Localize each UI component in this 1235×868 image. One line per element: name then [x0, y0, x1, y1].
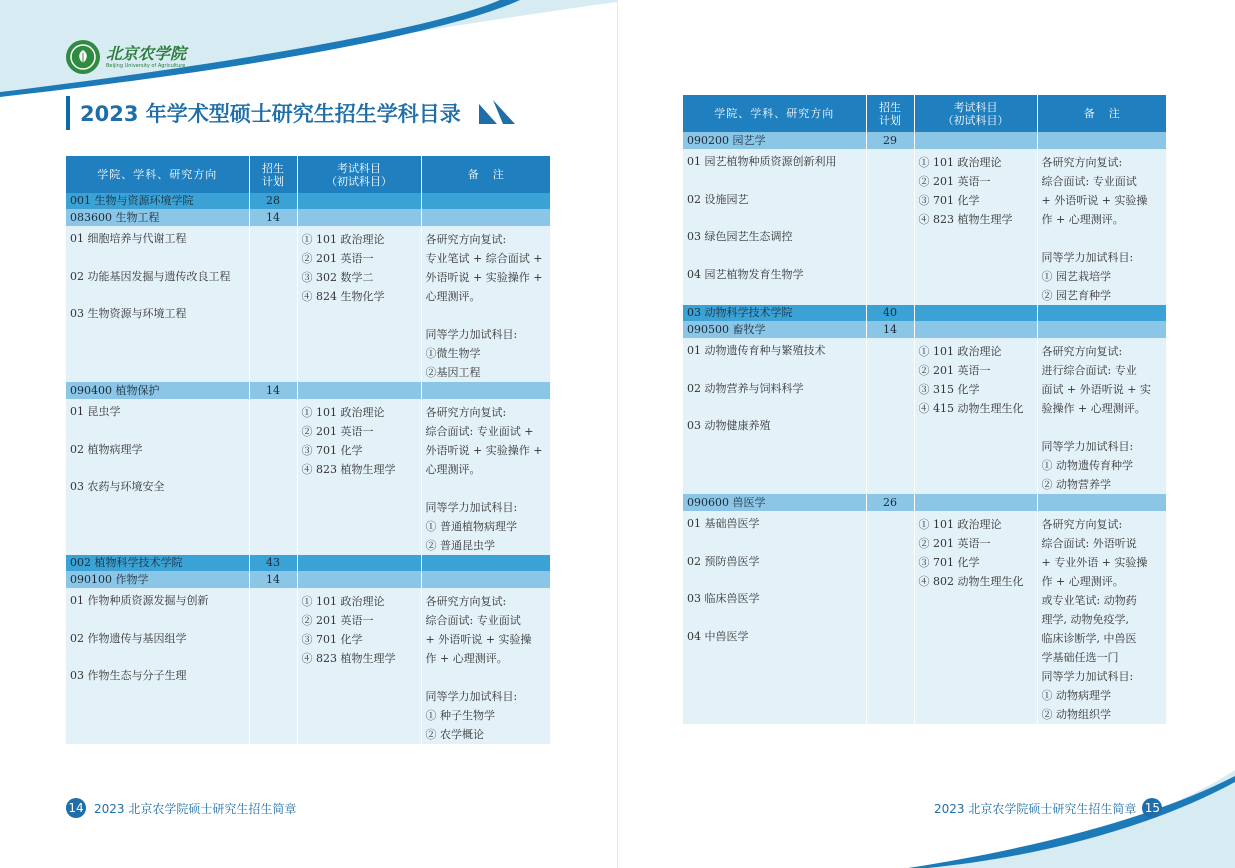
enrollment-plan: 14 [249, 571, 297, 588]
remark-line: 各研究方向复试: [1041, 345, 1123, 358]
research-directions [66, 226, 249, 382]
detail-row [66, 399, 550, 555]
research-direction: 01 细胞培养与代谢工程 [70, 232, 187, 245]
research-directions [66, 399, 249, 555]
logo-name-en: Beijing University of Agriculture [106, 63, 186, 69]
detail-row [66, 588, 550, 744]
research-directions [683, 511, 866, 724]
triangle-decoration-icon [479, 100, 519, 126]
exam-subject: ① 101 政治理论 [301, 406, 385, 419]
remark-line: + 外语听说 + 实验操 [425, 633, 532, 646]
discipline-name: 090200 园艺学 [683, 132, 866, 149]
remark-line: 面试 + 外语听说 + 实 [1041, 383, 1151, 396]
discipline-row [683, 494, 1166, 511]
university-logo [66, 40, 186, 74]
research-directions [683, 149, 866, 305]
remark-line: 验操作 + 心理测评。 [1041, 402, 1146, 415]
remarks [421, 226, 550, 382]
remarks [1037, 338, 1166, 494]
remarks [421, 588, 550, 744]
remark-line: 同等学力加试科目: [1041, 251, 1134, 264]
research-direction: 01 园艺植物种质资源创新利用 [687, 155, 837, 168]
remark-line: 综合面试: 专业面试 [425, 614, 521, 627]
table-header-row [66, 156, 550, 193]
exam-subjects [297, 399, 421, 555]
research-direction: 01 作物种质资源发掘与创新 [70, 594, 209, 607]
research-direction: 03 临床兽医学 [687, 592, 760, 605]
exam-subject: ③ 315 化学 [918, 383, 980, 396]
remark-line: 进行综合面试: 专业 [1041, 364, 1137, 377]
detail-row [683, 511, 1166, 724]
remark-line: 同等学力加试科目: [425, 501, 518, 514]
discipline-name: 090400 植物保护 [66, 382, 249, 399]
catalog-table-right [683, 95, 1166, 724]
remark-line: 同等学力加试科目: [425, 328, 518, 341]
remark-line: ② 园艺育种学 [1041, 289, 1111, 302]
remarks [1037, 511, 1166, 724]
remark-line: 临床诊断学, 中兽医 [1041, 632, 1137, 645]
college-name: 002 植物科学技术学院 [66, 555, 249, 571]
right-page [618, 0, 1235, 868]
exam-subjects [914, 511, 1037, 724]
exam-subjects [914, 149, 1037, 305]
remarks [421, 399, 550, 555]
research-direction: 03 生物资源与环境工程 [70, 307, 187, 320]
research-direction: 02 植物病理学 [70, 442, 143, 456]
exam-subject: ① 101 政治理论 [918, 345, 1002, 358]
enrollment-plan: 14 [249, 209, 297, 226]
remark-line: 外语听说 + 实验操作 + [425, 444, 543, 457]
remark-line: + 外语听说 + 实验操 [1041, 194, 1148, 207]
discipline-row [683, 132, 1166, 149]
enrollment-plan: 40 [866, 305, 914, 321]
enrollment-plan: 28 [249, 193, 297, 209]
header-notes: 备 注 [421, 156, 550, 193]
discipline-row [66, 571, 550, 588]
remark-line: ①微生物学 [425, 347, 481, 360]
remark-line: 心理测评。 [425, 290, 481, 303]
remark-line: 心理测评。 [425, 463, 481, 476]
logo-name-cn: 北京农学院 [106, 44, 187, 63]
remark-line: ① 普通植物病理学 [425, 520, 517, 533]
exam-subject: ② 201 英语一 [301, 425, 374, 438]
remark-line: 同等学力加试科目: [425, 690, 518, 703]
header-plan: 招生 计划 [866, 95, 914, 132]
remark-line: 外语听说 + 实验操作 + [425, 271, 543, 284]
discipline-row [66, 382, 550, 399]
exam-subject: ② 201 英语一 [918, 537, 991, 550]
discipline-name: 090100 作物学 [66, 571, 249, 588]
exam-subject: ② 201 英语一 [918, 364, 991, 377]
research-direction: 02 预防兽医学 [687, 554, 760, 568]
remark-line: ② 动物组织学 [1041, 708, 1111, 721]
research-direction: 03 农药与环境安全 [70, 480, 165, 493]
exam-subject: ③ 701 化学 [301, 444, 363, 457]
exam-subjects [914, 338, 1037, 494]
remark-line: ②基因工程 [425, 366, 481, 379]
college-row [66, 555, 550, 571]
page-title: 2023 年学术型硕士研究生招生学科目录 [80, 102, 461, 126]
exam-subject: ② 201 英语一 [301, 252, 374, 265]
research-direction: 02 功能基因发掘与遗传改良工程 [70, 269, 231, 283]
remark-line: 各研究方向复试: [1041, 156, 1123, 169]
remark-line: 专业笔试 + 综合面试 + [425, 252, 543, 265]
research-direction: 03 绿色园艺生态调控 [687, 230, 793, 243]
discipline-name: 083600 生物工程 [66, 209, 249, 226]
college-row [66, 193, 550, 209]
research-direction: 01 基础兽医学 [687, 517, 760, 530]
remark-line: 各研究方向复试: [425, 233, 507, 246]
remark-line: + 专业外语 + 实验操 [1041, 556, 1148, 569]
research-directions [66, 588, 249, 744]
exam-subject: ④ 802 动物生理生化 [918, 575, 1024, 588]
college-name: 001 生物与资源环境学院 [66, 193, 249, 209]
exam-subject: ② 201 英语一 [301, 614, 374, 627]
remark-line: 各研究方向复试: [425, 595, 507, 608]
research-direction: 04 中兽医学 [687, 629, 749, 643]
table-header-row [683, 95, 1166, 132]
remark-line: ① 动物病理学 [1041, 689, 1111, 702]
detail-row [683, 338, 1166, 494]
remark-line: 同等学力加试科目: [1041, 440, 1134, 453]
remarks [1037, 149, 1166, 305]
research-direction: 04 园艺植物发育生物学 [687, 267, 804, 281]
remark-line: ② 动物营养学 [1041, 478, 1111, 491]
left-page [0, 0, 617, 868]
remark-line: 或专业笔试: 动物药 [1041, 594, 1137, 607]
research-direction: 02 动物营养与饲料科学 [687, 381, 804, 395]
title-accent-bar [66, 96, 70, 130]
research-direction: 01 动物遗传育种与繁殖技术 [687, 344, 826, 357]
leaf-emblem-icon [66, 40, 100, 74]
exam-subject: ④ 823 植物生理学 [301, 463, 396, 476]
enrollment-plan: 14 [866, 321, 914, 338]
research-direction: 03 作物生态与分子生理 [70, 669, 187, 682]
exam-subject: ① 101 政治理论 [301, 595, 385, 608]
exam-subject: ① 101 政治理论 [918, 518, 1002, 531]
remark-line: ① 动物遗传育种学 [1041, 459, 1133, 472]
exam-subject: ④ 824 生物化学 [301, 290, 385, 303]
header-direction: 学院、学科、研究方向 [683, 95, 866, 132]
exam-subject: ② 201 英语一 [918, 175, 991, 188]
header-exam: 考试科目 （初试科目） [914, 95, 1037, 132]
research-direction: 01 昆虫学 [70, 405, 121, 418]
exam-subject: ③ 701 化学 [918, 556, 980, 569]
exam-subjects [297, 588, 421, 744]
remark-line: ① 种子生物学 [425, 709, 495, 722]
header-direction: 学院、学科、研究方向 [66, 156, 249, 193]
enrollment-plan: 14 [249, 382, 297, 399]
remark-line: ② 普通昆虫学 [425, 539, 495, 552]
research-direction: 02 作物遗传与基因组学 [70, 631, 187, 645]
header-exam: 考试科目 （初试科目） [297, 156, 421, 193]
exam-subject: ④ 415 动物生理生化 [918, 402, 1024, 415]
remark-line: 作 + 心理测评。 [1041, 213, 1124, 226]
catalog-table-left [66, 156, 550, 744]
discipline-name: 090600 兽医学 [683, 494, 866, 511]
page-title-block [66, 96, 519, 130]
page-number-right: 15 [1142, 798, 1162, 818]
exam-subject: ③ 701 化学 [918, 194, 980, 207]
enrollment-plan: 26 [866, 494, 914, 511]
enrollment-plan: 29 [866, 132, 914, 149]
footer-text-left: 2023 北京农学院硕士研究生招生简章 [94, 801, 297, 816]
discipline-row [683, 321, 1166, 338]
remark-line: 作 + 心理测评。 [425, 652, 508, 665]
research-direction: 02 设施园艺 [687, 192, 749, 206]
exam-subject: ① 101 政治理论 [301, 233, 385, 246]
remark-line: ① 园艺栽培学 [1041, 270, 1111, 283]
page-number-left: 14 [66, 798, 86, 818]
remark-line: 综合面试: 外语听说 [1041, 537, 1137, 550]
enrollment-plan: 43 [249, 555, 297, 571]
remark-line: 各研究方向复试: [425, 406, 507, 419]
detail-row [683, 149, 1166, 305]
footer-right [934, 798, 1162, 818]
discipline-name: 090500 畜牧学 [683, 321, 866, 338]
remark-line: ② 农学概论 [425, 728, 484, 741]
remark-line: 综合面试: 专业面试 + [425, 425, 534, 438]
detail-row [66, 226, 550, 382]
remark-line: 理学, 动物免疫学, [1041, 613, 1129, 626]
header-plan: 招生 计划 [249, 156, 297, 193]
remark-line: 各研究方向复试: [1041, 518, 1123, 531]
college-row [683, 305, 1166, 321]
remark-line: 作 + 心理测评。 [1041, 575, 1124, 588]
exam-subject: ④ 823 植物生理学 [301, 652, 396, 665]
exam-subject: ③ 302 数学二 [301, 271, 374, 284]
exam-subject: ③ 701 化学 [301, 633, 363, 646]
exam-subject: ① 101 政治理论 [918, 156, 1002, 169]
research-directions [683, 338, 866, 494]
footer-text-right: 2023 北京农学院硕士研究生招生简章 [934, 801, 1137, 816]
header-notes: 备 注 [1037, 95, 1166, 132]
remark-line: 综合面试: 专业面试 [1041, 175, 1137, 188]
remark-line: 学基础任选一门 [1041, 651, 1119, 664]
exam-subject: ④ 823 植物生理学 [918, 213, 1013, 226]
remark-line: 同等学力加试科目: [1041, 670, 1134, 683]
discipline-row [66, 209, 550, 226]
research-direction: 03 动物健康养殖 [687, 419, 771, 432]
exam-subjects [297, 226, 421, 382]
footer-left [66, 798, 296, 818]
college-name: 03 动物科学技术学院 [683, 305, 866, 321]
